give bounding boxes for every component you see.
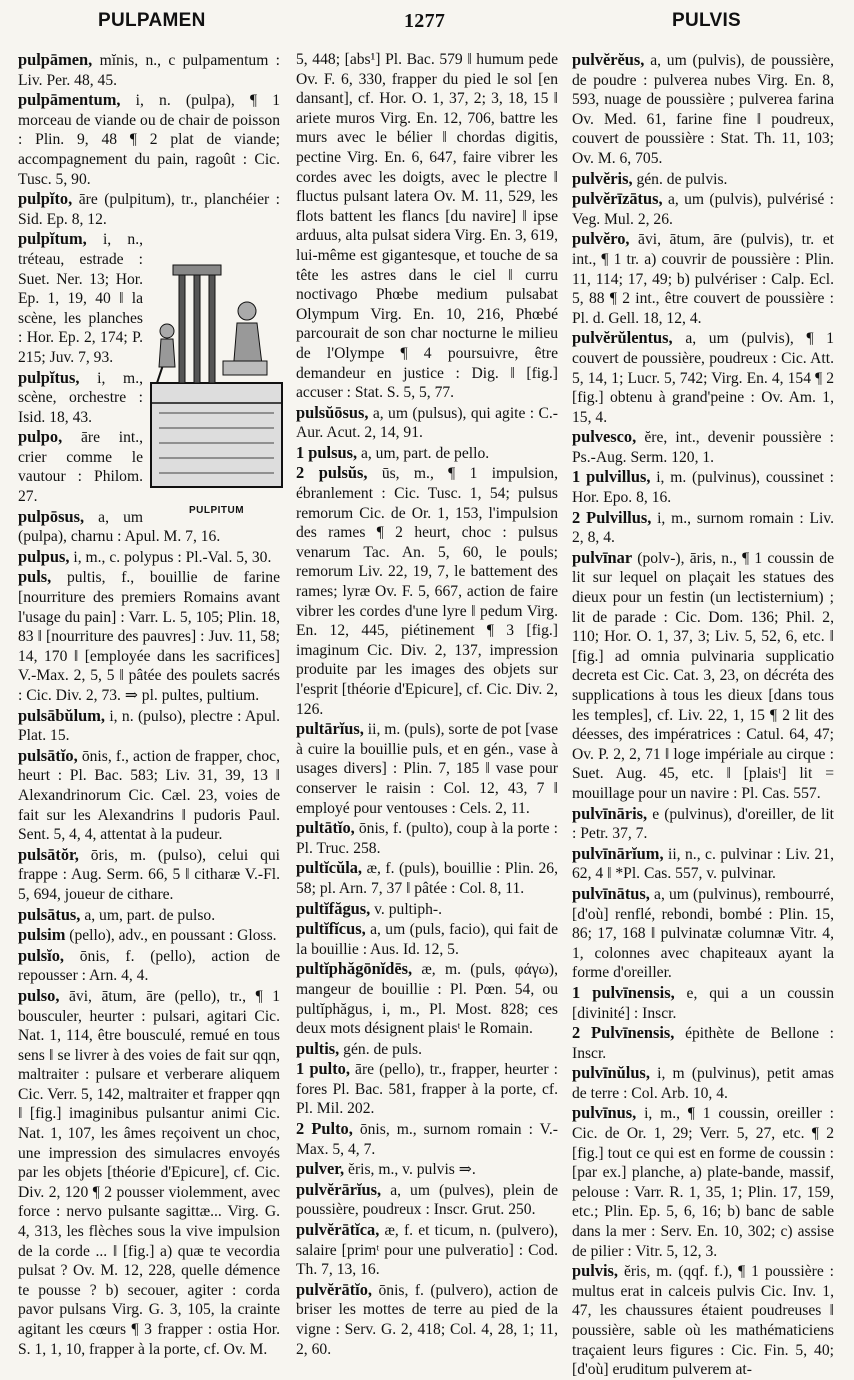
entry-text: i, n. (pulpa), ¶ 1 morceau de viande ou de chair de poisson : Plin. 9, 48 ¶ 2 plat de viande; accompagnement du pain, ragoût : Cic. Tusc. 5, 90. — [18, 92, 280, 188]
entry-text: a, um (puls, facio), qui fait de la bouillie : Aus. Id. 12, 5. — [296, 921, 558, 958]
entry-text: i, m (pulvinus), petit amas de terre : Col. Arb. 10, 4. — [572, 1065, 834, 1102]
column-1 — [18, 50, 280, 1359]
entry-text: ĕris, m., v. pulvis ⇒. — [344, 1161, 476, 1179]
dictionary-entry — [18, 90, 280, 189]
headword: 2 Pulvillus, — [572, 507, 652, 527]
dictionary-entry — [296, 1159, 558, 1180]
headword: pulvĕrārĭus, — [296, 1179, 382, 1199]
headword: pulsābŭlum, — [18, 705, 106, 725]
entry-text: i, m., ¶ 1 coussin, oreiller : Cic. de Or. 1, 29; Verr. 5, 27, etc. ¶ 2 [fig.] tout ce qui est en forme de coussin : [par ex.] planche, a) plate-bande, massif, pelouse : Varr. R. 1, 35, 1; Plin. 17, 159, etc.; Plin. Ep. 5, 6, 16; b) banc de sable dans la mer : Serv. En. 10, 302; c) assise de pilier : Vitr. 5, 12, 3. — [572, 1105, 834, 1260]
entry-text: gén. de puls. — [339, 1040, 423, 1058]
headword: pulvĕrātĭo, — [296, 1279, 373, 1299]
dictionary-entry — [296, 1039, 558, 1060]
entry-text: i, n., tréteau, estrade : Suet. Ner. 13; Hor. Ep. 1, 19, 40 ‖ la scène, les planches : Hor. Ep. 2, 174; P. 215; Juv. 7, 93. — [18, 231, 143, 366]
dictionary-entry — [572, 1023, 834, 1063]
dictionary-entry — [296, 1119, 558, 1159]
entry-text: āre (pulpitum), tr., planchéier : Sid. Ep. 8, 12. — [18, 191, 280, 228]
dictionary-entry — [572, 229, 834, 328]
entry-text: a, um (pulvis), de poussière, de poudre : pulverea nubes Virg. En. 8, 593, nuage de poussière ; pulverea farina Ov. Med. 61, farine fine ‖ poudreux, couvert de poussière : Stat. Th. 11, 103; Ov. M. 6, 705. — [572, 52, 834, 167]
headword: pulsātĭo, — [18, 745, 78, 765]
headword: pulsim — [18, 925, 66, 945]
page-number: 1277 — [404, 10, 446, 32]
entry-text: e (pulvinus), d'oreiller, de lit : Petr. 37, 7. — [572, 805, 834, 843]
dictionary-entry — [572, 844, 834, 884]
headword: pulvĕrīzātus, — [572, 189, 663, 209]
entry-text: 5, 448; [abs¹] Pl. Bac. 579 ‖ humum pede Ov. F. 6, 330, frapper du pied le sol [en dansant], cf. Hor. O. 1, 37, 2; 3, 18, 15 ‖ ariete muros Virg. En. 12, 706, battre les murs avec le bélier ‖ chordas digitis, pectine Virg. En. 6, 647, faire vibrer les cordes avec les doigts, avec le plectre ‖ fluctus pulsant latera Ov. M. 11, 529, les flots battent les flancs [du navire] ‖ ipse arduus, alta pulsat sidera Virg. En. 3, 619, lui-même est gigantesque, et touche de sa tête les astres dans le ciel ‖ curru noctivago Phœbe medium pulsabat Olympum Virg. En. 10, 216, Phœbé parcourait de son char nocturne le milieu de l'Olympe ¶ 4 poursuivre, être demandeur en justice : Dig. ‖ [fig.] accuser : Stat. S. 5, 5, 77. — [296, 51, 558, 402]
headword: pultārĭus, — [296, 719, 364, 739]
dictionary-entry — [296, 899, 558, 920]
figure-caption: PULPITUM — [188, 504, 245, 516]
dictionary-entry — [18, 946, 280, 986]
headword: pulvĕris, — [572, 168, 633, 188]
entry-text: āre int., crier comme le vautour : Philom. 27. — [18, 429, 143, 506]
entry-text: e, qui a un coussin [divinité] : Inscr. — [572, 984, 834, 1022]
column-3 — [572, 50, 834, 1380]
entry-text: æ, f. et ticum, n. (pulvero), salaire [primᵗ pour une pulveratio] : Cod. Th. 7, 13, 16. — [296, 1222, 558, 1279]
headword: pultĭfĭcus, — [296, 919, 366, 939]
dictionary-entry — [18, 905, 280, 926]
headword: pulsātus, — [18, 904, 81, 924]
headword: pulsŭōsus, — [296, 402, 369, 422]
headword: pulvis, — [572, 1261, 619, 1281]
headword: pultĭcŭla, — [296, 858, 363, 878]
entry-text: æ, m. (puls, φάγω), mangeur de bouillie : Pl. Pœn. 54, ou pultĭphăgus, i, m., Pl. Most. 828; ces deux mots désignent plaisᵗ le Romain. — [296, 961, 558, 1038]
entry-text: pultis, f., bouillie de farine [nourriture des premiers Romains avant l'usage du pain] : Varr. L. 5, 105; Plin. 18, 83 ‖ [nourriture des pauvres] : Juv. 11, 58; 14, 170 ‖ [employée dans les sacrifices] V.-Max. 2, 5, 5 ‖ pâtée des poulets sacrés : Cic. Div. 2, 73. ⇒ pl. pultes, pultium. — [18, 569, 280, 704]
pulpitum-drawing — [149, 233, 284, 495]
dictionary-entry — [572, 189, 834, 229]
headword: pulpāmentum, — [18, 90, 121, 110]
dictionary-entry — [18, 567, 280, 705]
headword: 1 pulsus, — [296, 442, 358, 462]
entry-text: i, m., scène, orchestre : Isid. 18, 43. — [18, 369, 143, 426]
headword: pulpōsus, — [18, 506, 85, 526]
dictionary-entry — [296, 50, 558, 403]
right-running-head: PULVIS — [672, 10, 742, 31]
entry-text: æ, f. (puls), bouillie : Plin. 26, 58; pl. Arn. 7, 37 ‖ pâtée : Col. 8, 11. — [296, 860, 558, 897]
dictionary-entry — [296, 1180, 558, 1220]
dictionary-entry — [572, 548, 834, 804]
entry-text: ōnis, f. (pulvero), action de briser les mottes de terre au pied de la vigne : Serv. G. 2, 418; Col. 4, 28, 1; 11, 2, 60. — [296, 1281, 558, 1358]
dictionary-entry — [18, 746, 280, 845]
headword: 2 Pulto, — [296, 1119, 353, 1139]
dictionary-entry — [18, 925, 280, 946]
headword: pulso, — [18, 985, 60, 1005]
entry-text: a, um, part. de pello. — [357, 444, 490, 462]
headword: pulvĕrātĭca, — [296, 1220, 380, 1240]
entry-text: a, um (pulvis), ¶ 1 couvert de poussière, poudreux : Cic. Att. 5, 14, 1; Lucr. 5, 742; Virg. En. 4, 154 ¶ 2 [fig.] obtenu à grand'peine : Ov. Am. 1, 15, 4. — [572, 330, 834, 426]
entry-text: a, um, part. de pulso. — [80, 906, 216, 924]
dictionary-entry — [296, 959, 558, 1038]
headword: pulpĭtus, — [18, 367, 80, 387]
dictionary-entry — [572, 50, 834, 169]
entry-text: a, um (pulpa), charnu : Apul. M. 7, 16. — [18, 508, 221, 546]
entry-text: a, um (pulvis), pulvérisé : Veg. Mul. 2, 26. — [572, 191, 834, 228]
dictionary-entry — [296, 858, 558, 898]
entry-text: (pello), adv., en poussant : Gloss. — [65, 927, 277, 945]
entry-text: ii, n., c. pulvinar : Liv. 21, 62, 4 ‖ *Pl. Cas. 557, v. pulvinar. — [572, 845, 834, 883]
headword: pultĭfăgus, — [296, 898, 371, 918]
entry-text: ĕris, m. (qqf. f.), ¶ 1 poussière : multus erat in calceis pulvis Cic. Inv. 1, 47, les chaussures étaient poudreuses ‖ poussière, sable où les mathématiciens traçaient leurs figures : Cic. Fin. 5, 40; [d'où] eruditum pulverem at- — [572, 1263, 834, 1379]
column-2 — [296, 50, 558, 1359]
dictionary-entry — [296, 919, 558, 959]
headword: pulvĕrĕus, — [572, 50, 645, 69]
headword: pulpus, — [18, 546, 70, 566]
headword: 1 pulto, — [296, 1059, 350, 1079]
headword: pulvesco, — [572, 427, 637, 447]
headword: pulvīnāris, — [572, 803, 648, 823]
entry-text: i, m., surnom romain : Liv. 2, 8, 4. — [572, 509, 834, 547]
dictionary-entry — [572, 328, 834, 427]
entry-text: ōris, m. (pulso), celui qui frappe : Aug. Serm. 66, 5 ‖ citharæ V.-Fl. 5, 694, joueur de cithare. — [18, 846, 280, 903]
entry-text: ūs, m., ¶ 1 impulsion, ébranlement : Cic. Tusc. 1, 54; pulsus remorum Cic. de Or. 1, 153, l'impulsion des rames ¶ 2 heurt, choc : pulsus venarum Tac. An. 5, 60, le pouls; remorum Liv. 22, 19, 7, le battement des rames; lyræ Ov. F. 5, 667, action de faire vibrer les cordes d'une lyre ‖ pedum Virg. En. 12, 445, piétinement ¶ 3 [fig.] imaginum Cic. Div. 2, 137, impression produite par les images des objets sur l'esprit [théorie d'Epicure], cf. Cic. Div. 2, 126. — [296, 465, 558, 718]
dictionary-entry — [296, 1220, 558, 1280]
dictionary-entry — [18, 50, 280, 90]
headword: pultis, — [296, 1038, 340, 1058]
headword: pulvĕro, — [572, 229, 630, 249]
dictionary-entry — [296, 818, 558, 858]
dictionary-entry — [296, 463, 558, 719]
entry-text: ōnis, f., action de frapper, choc, heurt : Pl. Bac. 583; Liv. 31, 39, 13 ‖ Alexandrinorum Cic. Cæl. 23, voies de fait sur les Alexandrins ‖ pudoris Paul. Sent. 5, 4, 4, attentat à la pudeur. — [18, 747, 280, 844]
entry-text: āvi, ātum, āre (pello), tr., ¶ 1 bousculer, heurter : pulsari, agitari Cic. Nat. 1, 114, être bousculé, remué en tous sens ‖ se livrer à des voies de fait sur qqn, maltraiter : pulsare et verberare aliquem Cic. Verr. 5, 142, maltraiter et frapper qqn ‖ [fig.] imaginibus pulsantur animi Cic. Nat. 1, 107, les âmes reçoivent un choc, une impression des simulacres envoyés par les objets [théorie d'Epicure], cf. Cic. Div. 2, 120 ¶ 2 pousser violemment, avec force : nervo pulsante sagittæ... Virg. G. 4, 313, les flèches sous la vive impulsion de la corde ... ‖ [fig.] a) quæ te vecordia pulsat ? Ov. M. 12, 228, quelle démence te pousse ? b) secouer, agiter : corda pavor pulsans Virg. G. 3, 105, la crainte agitant les cœurs ¶ 3 frapper : ostia Hor. S. 1, 1, 10, frapper à la porte, cf. Ov. M. — [18, 987, 280, 1358]
headword: pulpĭtum, — [18, 229, 87, 249]
dictionary-entry — [296, 719, 558, 818]
dictionary-entry — [296, 443, 558, 464]
dictionary-entry — [18, 706, 280, 746]
entry-text: mĭnis, n., c pulpamentum : Liv. Per. 48, 45. — [18, 52, 280, 89]
entry-text: āvi, ātum, āre (pulvis), tr. et int., ¶ 1 tr. a) couvrir de poussière : Plin. 11, 114; 17, 49; b) pulvériser : Calp. Ecl. 5, 88 ¶ 2 int., être couvert de poussière : Pl. d. Gell. 18, 12, 4. — [572, 231, 834, 327]
entry-text: épithète de Bellone : Inscr. — [572, 1025, 834, 1062]
entry-text: ōnis, f. (pulto), coup à la porte : Pl. Truc. 258. — [296, 820, 558, 857]
dictionary-entry — [572, 169, 834, 190]
dictionary-entry — [572, 884, 834, 983]
dictionary-entry — [18, 845, 280, 905]
dictionary-entry — [572, 804, 834, 844]
headword: pultĭphăgōnĭdēs, — [296, 959, 413, 979]
headword: 2 pulsŭs, — [296, 463, 368, 483]
headword: pulver, — [296, 1159, 345, 1179]
dictionary-entry — [296, 1280, 558, 1359]
entry-text: (polv-), āris, n., ¶ 1 coussin de lit sur lequel on plaçait les statues des dieux pour un festin (un lectisternium) ; lit de parade : Cic. Dom. 136; Phil. 2, 110; Hor. O. 1, 37, 3; Liv. 5, 52, 6, etc. ‖ [fig.] ad omnia pulvinaria supplicatio decreta est Cic. Cat. 3, 23, on décréta des supplications à tous les dieux [dans tous les temples], cf. Liv. 22, 1, 15 ¶ 2 lit des déesses, des impératrices : Catul. 64, 47; Ov. P. 2, 2, 71 ‖ loge impériale au cirque : Suet. Aug. 45, etc. ‖ [plaisᵗ] lit = mouillage pour un navire : Pl. Cas. 557. — [572, 549, 834, 802]
headword: pulpĭto, — [18, 189, 73, 209]
dictionary-entry — [572, 1063, 834, 1103]
left-running-head: PULPAMEN — [98, 10, 206, 31]
headword: pulpāmen, — [18, 50, 93, 69]
page-header — [0, 10, 854, 40]
dictionary-entry — [572, 1261, 834, 1380]
entry-text: ōnis, m., surnom romain : V.-Max. 5, 4, 7. — [296, 1121, 558, 1158]
headword: pulsātŏr, — [18, 844, 79, 864]
dictionary-entry — [18, 986, 280, 1359]
entry-text: a, um (pulsus), qui agite : C.-Aur. Acut. 2, 14, 91. — [296, 404, 558, 442]
pulpitum-illustration — [149, 233, 284, 516]
entry-text: i, m., c. polypus : Pl.-Val. 5, 30. — [69, 548, 272, 566]
entry-text: v. pultiph-. — [370, 900, 443, 918]
entry-text: gén. de pulvis. — [632, 170, 728, 188]
headword: pulvīnus, — [572, 1103, 637, 1123]
entry-text: ōnis, f. (pello), action de repousser : Arn. 4, 4. — [18, 947, 280, 985]
dictionary-entry — [572, 427, 834, 467]
entry-text: i, n. (pulso), plectre : Apul. Plat. 15. — [18, 707, 280, 745]
headword: puls, — [18, 567, 52, 587]
headword: pulvīnārĭum, — [572, 843, 664, 863]
entry-text: ĕre, int., devenir poussière : Ps.-Aug. Serm. 120, 1. — [572, 429, 834, 466]
headword: pulvīnātus, — [572, 883, 650, 903]
headword: pultātĭo, — [296, 818, 355, 838]
dictionary-entry — [18, 189, 280, 229]
dictionary-entry — [296, 403, 558, 443]
headword: 1 pulvillus, — [572, 467, 651, 487]
headword: pulsĭo, — [18, 945, 65, 965]
headword: 2 Pulvīnensis, — [572, 1023, 675, 1043]
entry-text: a, um (pulves), plein de poussière, poudreux : Inscr. Grut. 250. — [296, 1181, 558, 1219]
entry-text: āre (pello), tr., frapper, heurter : fores Pl. Bac. 581, frapper à la porte, cf. Pl. Mil. 202. — [296, 1061, 558, 1118]
headword: pulvīnŭlus, — [572, 1063, 650, 1083]
dictionary-entry — [296, 1059, 558, 1119]
headword: pulvīnar — [572, 547, 633, 567]
headword: pulvĕrŭlentus, — [572, 328, 673, 348]
headword: pulpo, — [18, 427, 63, 447]
dictionary-entry — [18, 547, 280, 568]
dictionary-entry — [572, 1103, 834, 1261]
entry-text: ii, m. (puls), sorte de pot [vase à cuire la bouillie puls, et en gén., vase à usages divers] : Plin. 7, 185 ‖ vase pour conserver le raisin : Col. 12, 43, 7 ‖ employé pour ventouses : Cels. 2, 11. — [296, 721, 558, 817]
entry-text: a, um (pulvinus), rembourré, [d'où] renflé, rebondi, bombé : Plin. 15, 86; 17, 168 ‖ pulvinatæ columnæ Vitr. 4, 1, colonnes avec chapiteaux ayant la forme d'oreiller. — [572, 885, 834, 982]
dictionary-entry — [572, 467, 834, 507]
dictionary-entry — [572, 983, 834, 1023]
dictionary-entry — [572, 508, 834, 548]
entry-text: i, m. (pulvinus), coussinet : Hor. Epo. 8, 16. — [572, 469, 834, 507]
headword: 1 pulvīnensis, — [572, 982, 675, 1002]
